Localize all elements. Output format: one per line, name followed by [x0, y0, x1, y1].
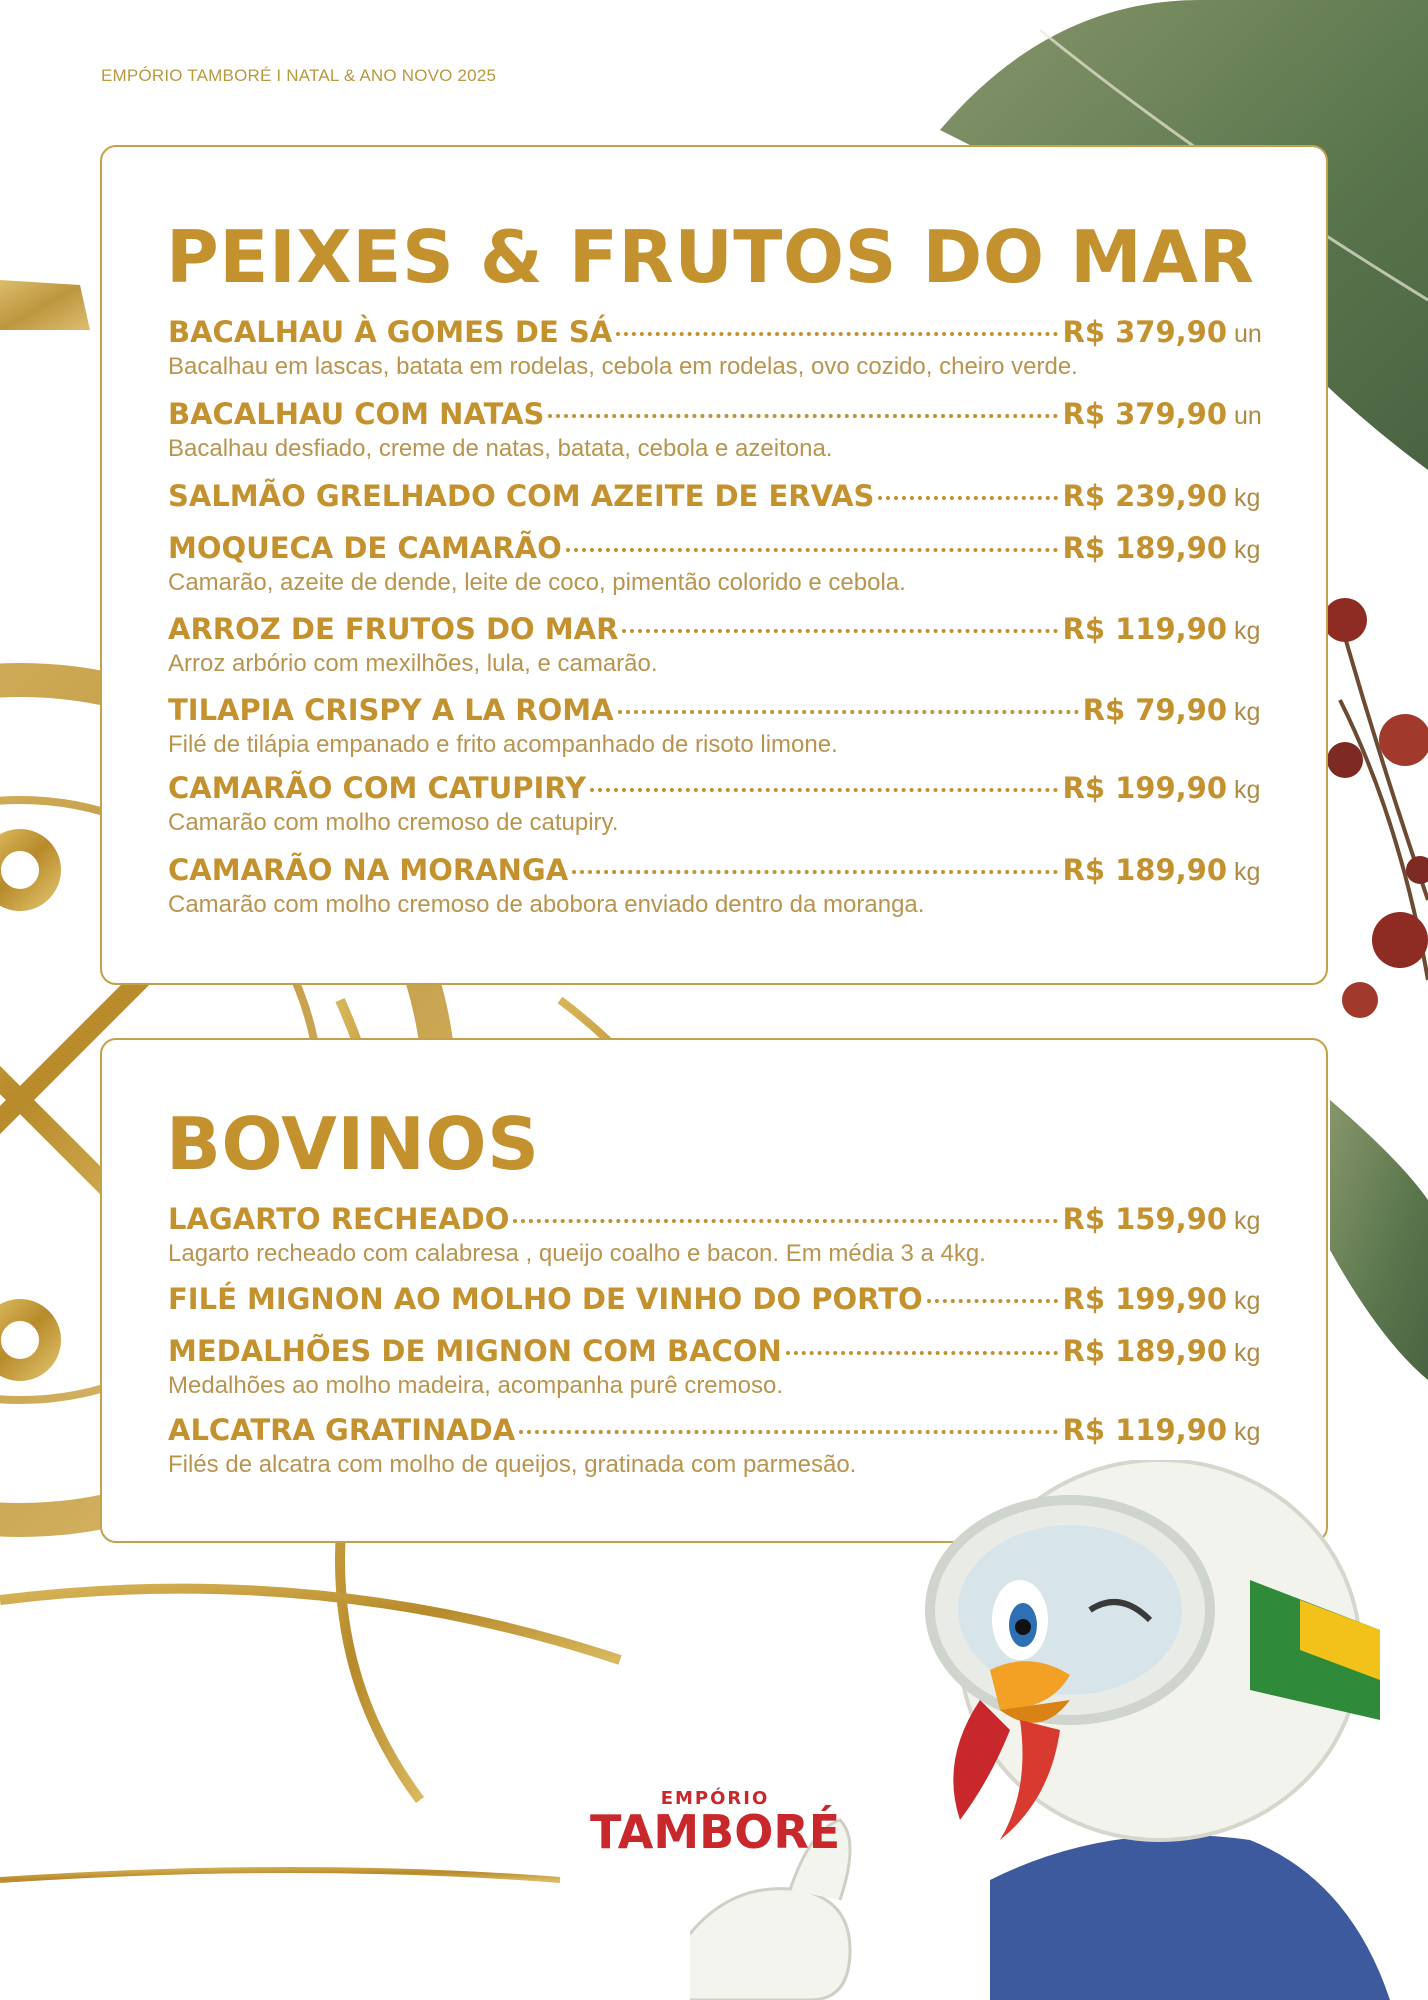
item-unit: kg — [1234, 617, 1261, 645]
item-unit: un — [1234, 402, 1262, 430]
berries-decoration — [1323, 598, 1428, 1018]
item-price: R$ 119,90 — [1062, 1413, 1227, 1447]
menu-item — [168, 612, 1268, 678]
item-price: R$ 79,90 — [1082, 693, 1227, 727]
item-description: Camarão com molho cremoso de abobora enviado dentro da moranga. — [168, 891, 925, 918]
item-name: BACALHAU COM NATAS — [168, 397, 545, 431]
item-name: TILAPIA CRISPY A LA ROMA — [168, 693, 614, 727]
item-price: R$ 239,90 — [1062, 479, 1227, 513]
item-name: MEDALHÕES DE MIGNON COM BACON — [168, 1334, 782, 1368]
item-description: Bacalhau desfiado, creme de natas, batata, cebola e azeitona. — [168, 435, 833, 462]
item-name: SALMÃO GRELHADO COM AZEITE DE ERVAS — [168, 479, 875, 513]
item-unit: kg — [1234, 776, 1261, 804]
header-line: EMPÓRIO TAMBORÉ I NATAL & ANO NOVO 2025 — [101, 66, 497, 85]
item-name: CAMARÃO COM CATUPIRY — [168, 771, 587, 805]
item-description: Bacalhau em lascas, batata em rodelas, cebola em rodelas, ovo cozido, cheiro verde. — [168, 353, 1078, 380]
dot-leader — [618, 710, 1079, 714]
item-description: Arroz arbório com mexilhões, lula, e camarão. — [168, 650, 658, 677]
item-price: R$ 199,90 — [1062, 1282, 1227, 1316]
brand-main-text: TAMBORÉ — [590, 1805, 841, 1859]
item-unit: kg — [1234, 1418, 1261, 1446]
item-name: CAMARÃO NA MORANGA — [168, 853, 569, 887]
dot-leader — [590, 788, 1058, 792]
dot-leader — [927, 1299, 1059, 1303]
item-price: R$ 189,90 — [1062, 1334, 1227, 1368]
menu-item — [168, 853, 1268, 919]
item-name: MOQUECA DE CAMARÃO — [168, 531, 562, 565]
menu-item — [168, 1282, 1268, 1322]
item-name: BACALHAU À GOMES DE SÁ — [168, 315, 613, 349]
item-description: Medalhões ao molho madeira, acompanha purê cremoso. — [168, 1372, 784, 1399]
item-name: FILÉ MIGNON AO MOLHO DE VINHO DO PORTO — [168, 1282, 923, 1316]
menu-item — [168, 315, 1268, 381]
item-description: Filé de tilápia empanado e frito acompanhado de risoto limone. — [168, 731, 838, 758]
dot-leader — [622, 629, 1058, 633]
menu-item — [168, 1202, 1268, 1268]
item-name: ALCATRA GRATINADA — [168, 1413, 516, 1447]
dot-leader — [519, 1430, 1058, 1434]
item-price: R$ 119,90 — [1062, 612, 1227, 646]
seafood-card — [100, 145, 1328, 985]
dot-leader — [616, 332, 1058, 336]
item-name: ARROZ DE FRUTOS DO MAR — [168, 612, 619, 646]
item-name: LAGARTO RECHEADO — [168, 1202, 510, 1236]
section-title: PEIXES & FRUTOS DO MAR — [166, 215, 1255, 299]
menu-item — [168, 479, 1268, 519]
item-price: R$ 189,90 — [1062, 531, 1227, 565]
item-unit: un — [1234, 320, 1262, 348]
menu-item — [168, 771, 1268, 837]
rooster-mascot — [690, 1460, 1428, 2000]
item-price: R$ 159,90 — [1062, 1202, 1227, 1236]
item-price: R$ 199,90 — [1062, 771, 1227, 805]
section-title: BOVINOS — [166, 1102, 540, 1186]
item-unit: kg — [1234, 1339, 1261, 1367]
menu-item — [168, 693, 1268, 759]
item-price: R$ 379,90 — [1062, 397, 1227, 431]
item-description: Lagarto recheado com calabresa , queijo coalho e bacon. Em média 3 a 4kg. — [168, 1240, 986, 1267]
menu-item — [168, 531, 1268, 597]
item-unit: kg — [1234, 858, 1261, 886]
item-unit: kg — [1234, 698, 1261, 726]
dot-leader — [878, 496, 1058, 500]
dot-leader — [566, 548, 1059, 552]
item-price: R$ 189,90 — [1062, 853, 1227, 887]
brand-logo — [590, 1788, 840, 1859]
item-description: Camarão com molho cremoso de catupiry. — [168, 809, 619, 836]
item-unit: kg — [1234, 536, 1261, 564]
brand-top-text: EMPÓRIO — [660, 1788, 770, 1809]
dot-leader — [786, 1351, 1059, 1355]
dot-leader — [513, 1219, 1058, 1223]
menu-item — [168, 397, 1268, 463]
item-description: Filés de alcatra com molho de queijos, gratinada com parmesão. — [168, 1451, 857, 1478]
dot-leader — [548, 414, 1058, 418]
item-unit: kg — [1234, 1287, 1261, 1315]
item-price: R$ 379,90 — [1062, 315, 1227, 349]
menu-item — [168, 1334, 1268, 1400]
dot-leader — [572, 870, 1058, 874]
item-unit: kg — [1234, 1207, 1261, 1235]
item-unit: kg — [1234, 484, 1261, 512]
item-description: Camarão, azeite de dende, leite de coco, pimentão colorido e cebola. — [168, 569, 906, 596]
